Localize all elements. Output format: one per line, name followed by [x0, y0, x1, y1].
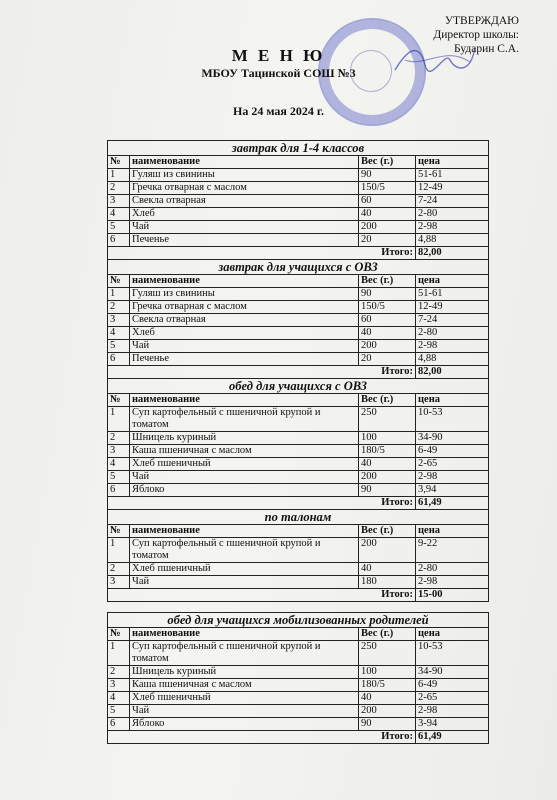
item-number: 5 — [108, 340, 130, 353]
item-weight: 100 — [359, 432, 416, 445]
table-row — [108, 221, 489, 234]
item-name: Шницель куриный — [130, 666, 359, 679]
column-header-num: № — [108, 394, 130, 407]
column-header-weight: Вес (г.) — [359, 394, 416, 407]
item-price: 34-90 — [416, 666, 489, 679]
column-header-price: цена — [416, 394, 489, 407]
total-label: Итого: — [108, 247, 416, 260]
item-price: 3,94 — [416, 484, 489, 497]
item-weight: 200 — [359, 538, 416, 563]
item-name: Суп картофельный с пшеничной крупой и томатом — [130, 641, 359, 666]
item-weight: 40 — [359, 563, 416, 576]
item-name: Свекла отварная — [130, 195, 359, 208]
table-row — [108, 314, 489, 327]
item-number: 1 — [108, 641, 130, 666]
school-name: МБОУ Тацинской СОШ №3 — [201, 66, 356, 80]
item-weight: 90 — [359, 288, 416, 301]
item-price: 2-98 — [416, 705, 489, 718]
item-weight: 150/5 — [359, 301, 416, 314]
column-header-price: цена — [416, 628, 489, 641]
item-number: 3 — [108, 314, 130, 327]
column-header-weight: Вес (г.) — [359, 628, 416, 641]
table-row — [108, 340, 489, 353]
column-header-row — [108, 156, 489, 169]
item-number: 4 — [108, 208, 130, 221]
column-header-num: № — [108, 628, 130, 641]
total-value: 82,00 — [416, 247, 489, 260]
item-name: Шницель куриный — [130, 432, 359, 445]
item-number: 6 — [108, 484, 130, 497]
item-price: 2-98 — [416, 340, 489, 353]
section-title: по талонам — [108, 510, 489, 525]
item-number: 2 — [108, 182, 130, 195]
page-title: М Е Н Ю — [231, 46, 326, 65]
column-header-num: № — [108, 275, 130, 288]
director-name: Бударин С.А. — [454, 43, 519, 55]
item-name: Каша пшеничная с маслом — [130, 445, 359, 458]
item-weight: 90 — [359, 169, 416, 182]
section-header — [108, 141, 489, 156]
column-header-name: наименование — [130, 525, 359, 538]
total-label: Итого: — [108, 731, 416, 744]
table-row — [108, 169, 489, 182]
item-price: 9-22 — [416, 538, 489, 563]
item-price: 2-80 — [416, 208, 489, 221]
column-header-weight: Вес (г.) — [359, 525, 416, 538]
item-price: 10-53 — [416, 407, 489, 432]
column-header-price: цена — [416, 525, 489, 538]
table-row — [108, 182, 489, 195]
item-name: Хлеб — [130, 327, 359, 340]
item-weight: 200 — [359, 705, 416, 718]
item-name: Чай — [130, 576, 359, 589]
column-header-num: № — [108, 525, 130, 538]
item-weight: 90 — [359, 484, 416, 497]
item-name: Гречка отварная с маслом — [130, 301, 359, 314]
item-price: 10-53 — [416, 641, 489, 666]
item-name: Печенье — [130, 353, 359, 366]
section-title: обед для учащихся мобилизованных родителей — [108, 613, 489, 628]
column-header-name: наименование — [130, 275, 359, 288]
total-row — [108, 731, 489, 744]
table-row — [108, 353, 489, 366]
column-header-name: наименование — [130, 394, 359, 407]
section-header — [108, 379, 489, 394]
menu-date: На 24 мая 2024 г. — [232, 104, 324, 118]
section-header — [108, 510, 489, 525]
item-number: 3 — [108, 445, 130, 458]
column-header-name: наименование — [130, 156, 359, 169]
column-header-name: наименование — [130, 628, 359, 641]
table-row — [108, 576, 489, 589]
table-row — [108, 327, 489, 340]
item-name: Чай — [130, 705, 359, 718]
total-row — [108, 366, 489, 379]
item-number: 2 — [108, 432, 130, 445]
total-label: Итого: — [108, 366, 416, 379]
item-name: Суп картофельный с пшеничной крупой и томатом — [130, 407, 359, 432]
item-price: 7-24 — [416, 314, 489, 327]
item-name: Чай — [130, 471, 359, 484]
table-row — [108, 641, 489, 666]
column-header-price: цена — [416, 156, 489, 169]
table-row — [108, 288, 489, 301]
table-row — [108, 471, 489, 484]
item-weight: 180/5 — [359, 445, 416, 458]
item-number: 2 — [108, 301, 130, 314]
item-number: 3 — [108, 679, 130, 692]
item-price: 34-90 — [416, 432, 489, 445]
column-header-row — [108, 275, 489, 288]
table-row — [108, 445, 489, 458]
item-weight: 20 — [359, 353, 416, 366]
item-weight: 40 — [359, 208, 416, 221]
section-header — [108, 260, 489, 275]
item-price: 4,88 — [416, 234, 489, 247]
table-row — [108, 666, 489, 679]
table-row — [108, 705, 489, 718]
item-name: Хлеб пшеничный — [130, 563, 359, 576]
section-title: завтрак для 1-4 классов — [108, 141, 489, 156]
item-name: Гуляш из свинины — [130, 288, 359, 301]
item-number: 4 — [108, 692, 130, 705]
item-price: 3-94 — [416, 718, 489, 731]
column-header-row — [108, 525, 489, 538]
item-price: 12-49 — [416, 301, 489, 314]
item-number: 6 — [108, 234, 130, 247]
menu-table — [107, 140, 488, 744]
item-number: 4 — [108, 458, 130, 471]
table-row — [108, 484, 489, 497]
item-number: 6 — [108, 353, 130, 366]
item-number: 3 — [108, 576, 130, 589]
item-name: Чай — [130, 221, 359, 234]
table-row — [108, 718, 489, 731]
table-row — [108, 195, 489, 208]
table-row — [108, 208, 489, 221]
item-price: 2-80 — [416, 563, 489, 576]
item-number: 2 — [108, 563, 130, 576]
section-title: обед для учащихся с ОВЗ — [108, 379, 489, 394]
item-weight: 180/5 — [359, 679, 416, 692]
total-value: 82,00 — [416, 366, 489, 379]
item-number: 1 — [108, 288, 130, 301]
item-price: 2-98 — [416, 221, 489, 234]
item-weight: 180 — [359, 576, 416, 589]
item-number: 3 — [108, 195, 130, 208]
item-name: Печенье — [130, 234, 359, 247]
item-weight: 40 — [359, 327, 416, 340]
item-name: Яблоко — [130, 718, 359, 731]
table-row — [108, 538, 489, 563]
column-header-row — [108, 394, 489, 407]
table-row — [108, 458, 489, 471]
table-row — [108, 692, 489, 705]
item-name: Каша пшеничная с маслом — [130, 679, 359, 692]
item-number: 2 — [108, 666, 130, 679]
total-row — [108, 589, 489, 602]
table-row — [108, 679, 489, 692]
total-row — [108, 247, 489, 260]
item-price: 6-49 — [416, 679, 489, 692]
item-price: 2-65 — [416, 692, 489, 705]
item-weight: 100 — [359, 666, 416, 679]
section-title: завтрак для учащихся с ОВЗ — [108, 260, 489, 275]
item-weight: 60 — [359, 195, 416, 208]
column-header-weight: Вес (г.) — [359, 275, 416, 288]
column-header-weight: Вес (г.) — [359, 156, 416, 169]
item-number: 5 — [108, 221, 130, 234]
item-number: 1 — [108, 407, 130, 432]
item-weight: 60 — [359, 314, 416, 327]
item-price: 7-24 — [416, 195, 489, 208]
total-label: Итого: — [108, 497, 416, 510]
column-header-row — [108, 628, 489, 641]
item-weight: 40 — [359, 458, 416, 471]
item-name: Гречка отварная с маслом — [130, 182, 359, 195]
item-name: Суп картофельный с пшеничной крупой и томатом — [130, 538, 359, 563]
item-price: 12-49 — [416, 182, 489, 195]
item-number: 5 — [108, 705, 130, 718]
total-value: 15-00 — [416, 589, 489, 602]
total-value: 61,49 — [416, 731, 489, 744]
item-name: Хлеб пшеничный — [130, 458, 359, 471]
item-weight: 200 — [359, 340, 416, 353]
item-price: 51-61 — [416, 169, 489, 182]
item-name: Яблоко — [130, 484, 359, 497]
item-weight: 90 — [359, 718, 416, 731]
item-weight: 200 — [359, 471, 416, 484]
table-row — [108, 234, 489, 247]
table-row — [108, 407, 489, 432]
table-row — [108, 563, 489, 576]
item-price: 2-65 — [416, 458, 489, 471]
total-value: 61,49 — [416, 497, 489, 510]
section-header — [108, 613, 489, 628]
total-row — [108, 497, 489, 510]
item-name: Хлеб — [130, 208, 359, 221]
item-weight: 250 — [359, 407, 416, 432]
item-number: 1 — [108, 538, 130, 563]
item-number: 5 — [108, 471, 130, 484]
director-position: Директор школы: — [433, 29, 519, 41]
total-label: Итого: — [108, 589, 416, 602]
column-header-price: цена — [416, 275, 489, 288]
item-price: 2-80 — [416, 327, 489, 340]
item-price: 4,88 — [416, 353, 489, 366]
item-price: 2-98 — [416, 576, 489, 589]
item-weight: 150/5 — [359, 182, 416, 195]
item-weight: 200 — [359, 221, 416, 234]
section-gap — [108, 602, 489, 613]
item-name: Гуляш из свинины — [130, 169, 359, 182]
item-price: 51-61 — [416, 288, 489, 301]
item-name: Свекла отварная — [130, 314, 359, 327]
table-row — [108, 432, 489, 445]
item-name: Чай — [130, 340, 359, 353]
item-price: 6-49 — [416, 445, 489, 458]
item-weight: 250 — [359, 641, 416, 666]
table-row — [108, 301, 489, 314]
item-price: 2-98 — [416, 471, 489, 484]
item-number: 1 — [108, 169, 130, 182]
item-weight: 40 — [359, 692, 416, 705]
approve-label: УТВЕРЖДАЮ — [444, 15, 519, 27]
item-number: 6 — [108, 718, 130, 731]
item-name: Хлеб пшеничный — [130, 692, 359, 705]
item-weight: 20 — [359, 234, 416, 247]
column-header-num: № — [108, 156, 130, 169]
item-number: 4 — [108, 327, 130, 340]
